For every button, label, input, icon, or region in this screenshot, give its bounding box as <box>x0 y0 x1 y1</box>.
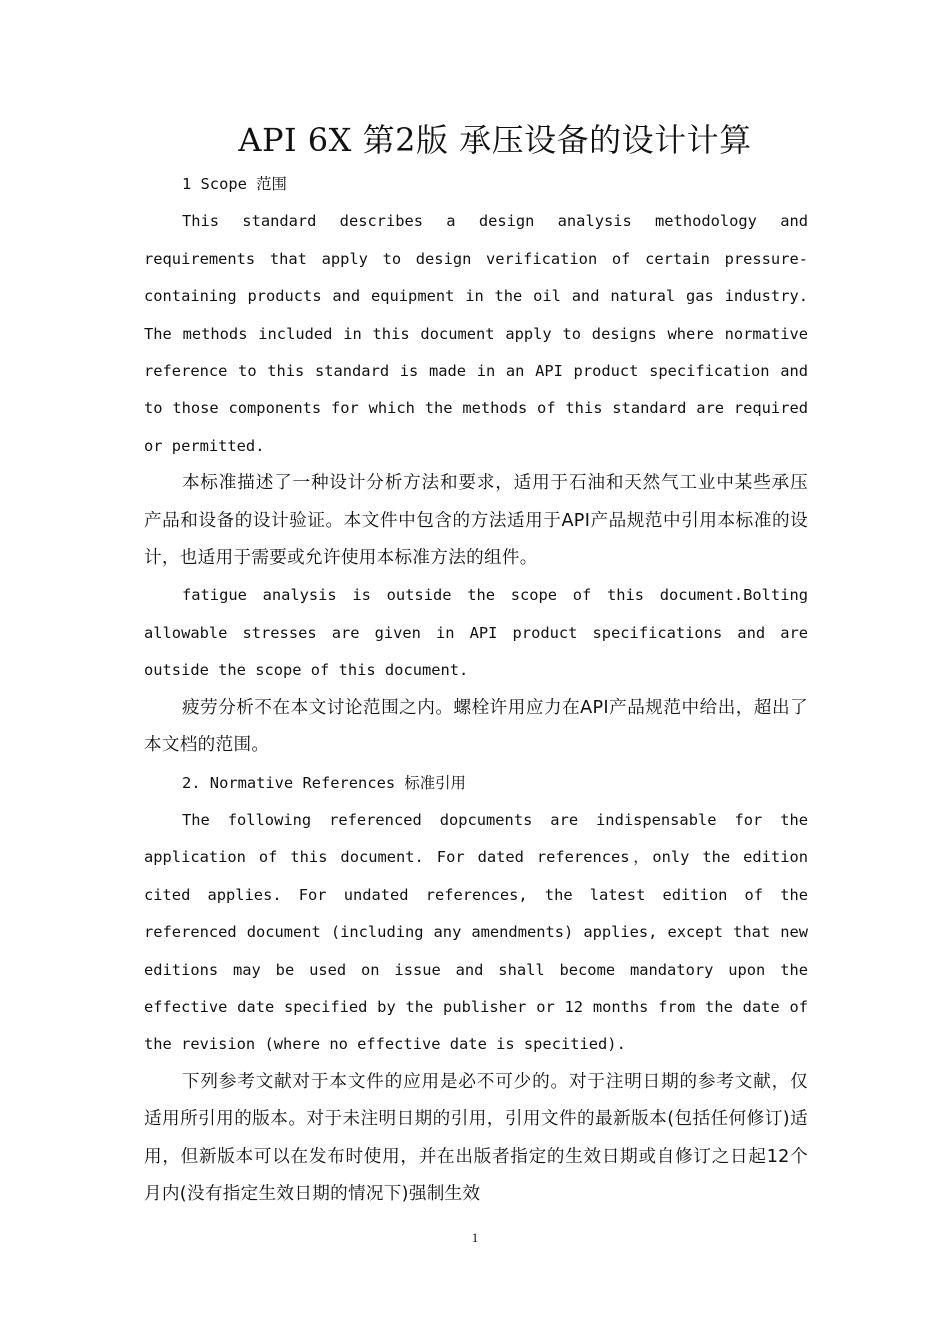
paragraph-scope-zh: 本标准描述了一种设计分析方法和要求，适用于石油和天然气工业中某些承压产品和设备的设计验证。本文件中包含的方法适用于API产品规范中引用本标准的设计，也适用于需要或允许使用本标准方法的组件。 <box>144 473 808 569</box>
document-body <box>144 166 808 1213</box>
section-heading-scope: 1 Scope 范围 <box>182 175 287 193</box>
section-heading-references: 2. Normative References 标准引用 <box>182 773 466 792</box>
paragraph-references-zh: 下列参考文献对于本文件的应用是必不可少的。对于注明日期的参考文献，仅适用所引用的版本。对于未注明日期的引用，引用文件的最新版本(包括任何修订)适用，但新版本可以在发布时使用，并在出版者指定的生效日期或自修订之日起12个月内(没有指定生效日期的情况下)强制生效 <box>144 1071 808 1204</box>
paragraph-references-en: The following referenced dopcuments are indispensable for the application of this document. For dated references，only the edition cited applies. For undated references, the latest edition of the referenced document (including any amendments) applies, except that new editions may be used on issue and shall become mandatory upon the effective date specified by the publisher or 12 months from the date of the revision (where no effective date is specitied). <box>144 810 808 1054</box>
paragraph-scope-en: This standard describes a design analysis methodology and requirements that apply to design verification of certain pressure-containing products and equipment in the oil and natural gas industry. The methods included in this document apply to designs where normative reference to this standard is made in an API product specification and to those components for which the methods of this standard are required or permitted. <box>144 212 808 455</box>
paragraph-fatigue-en: fatigue analysis is outside the scope of this document.Bolting allowable stresses are given in API product specifications and are outside the scope of this document. <box>144 586 808 680</box>
paragraph-fatigue-zh: 疲劳分析不在本文讨论范围之内。螺栓许用应力在API产品规范中给出，超出了本文档的范围。 <box>144 697 808 756</box>
document-title: API 6X 第2版 承压设备的设计计算 <box>238 121 752 159</box>
page-number: 1 <box>471 1230 479 1245</box>
